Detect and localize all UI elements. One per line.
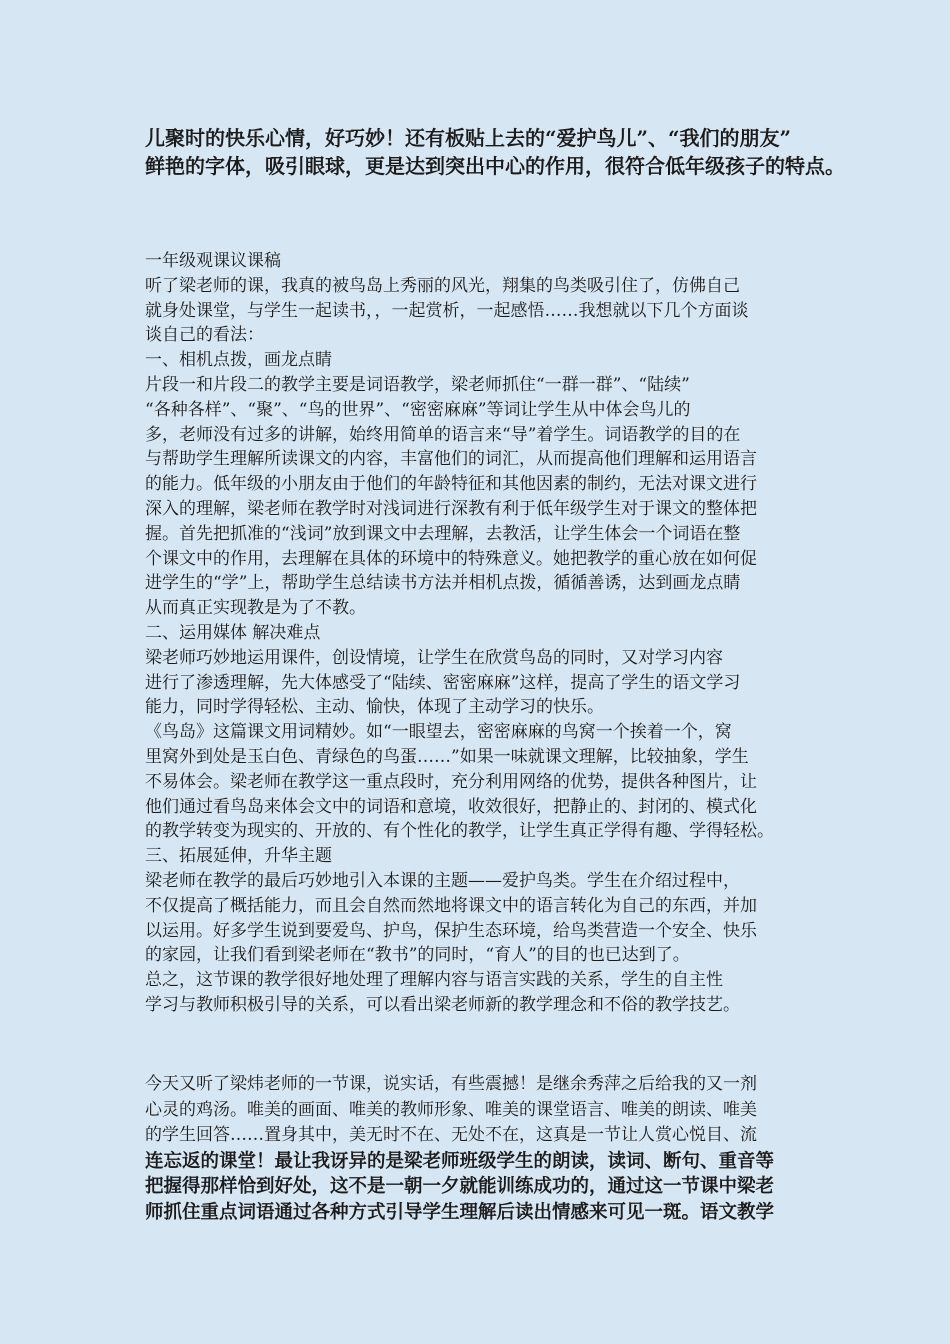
text-line: 不仅提高了概括能力，而且会自然而然地将课文中的语言转化为自己的东西，并加 <box>145 895 757 916</box>
text-line: 个课文中的作用，去理解在具体的环境中的特殊意义。她把教学的重心放在如何促 <box>145 548 757 569</box>
text-line: 的能力。低年级的小朋友由于他们的年龄特征和其他因素的制约，无法对课文进行 <box>145 474 757 495</box>
text-line: 总之，这节课的教学很好地处理了理解内容与语言实践的关系，学生的自主性 <box>145 970 723 991</box>
text-line: 片段一和片段二的教学主要是词语教学，梁老师抓住“一群一群”、“陆续” <box>145 374 690 395</box>
text-line: 梁老师在教学的最后巧妙地引入本课的主题——爱护鸟类。学生在介绍过程中， <box>145 870 740 891</box>
reflection-paragraph <box>145 1072 817 1225</box>
text-line: 儿聚时的快乐心情，好巧妙！还有板贴上去的“爱护鸟儿”、“我们的朋友” <box>145 126 792 150</box>
text-line: 深入的理解，梁老师在教学时对浅词进行深教有利于低年级学生对于课文的整体把 <box>145 498 757 519</box>
text-line: 谈自己的看法： <box>145 325 264 346</box>
text-line: 学习与教师积极引导的关系，可以看出梁老师新的教学理念和不俗的教学技艺。 <box>145 994 740 1015</box>
text-line: 多，老师没有过多的讲解，始终用简单的语言来“导”着学生。词语教学的目的在 <box>145 424 741 445</box>
subheading: 三、拓展延伸，升华主题 <box>145 846 332 867</box>
text-line: 能力，同时学得轻松、主动、愉快，体现了主动学习的快乐。 <box>145 697 604 718</box>
text-line: 不易体会。梁老师在教学这一重点段时，充分利用网络的优势，提供各种图片，让 <box>145 771 757 792</box>
lesson-review-section <box>145 249 817 1018</box>
text-line: 把握得那样恰到好处，这不是一朝一夕就能训练成功的，通过这一节课中梁老 <box>145 1176 775 1197</box>
text-line: 鲜艳的字体，吸引眼球，更是达到突出中心的作用，很符合低年级孩子的特点。 <box>145 154 845 178</box>
text-line: 里窝外到处是玉白色、青绿色的鸟蛋……”如果一味就课文理解，比较抽象，学生 <box>145 746 749 767</box>
text-line: 《鸟岛》这篇课文用词精妙。如“一眼望去，密密麻麻的鸟窝一个挨着一个，窝 <box>145 722 732 743</box>
paragraph-continued <box>145 124 845 180</box>
section-title: 一年级观课议课稿 <box>145 251 281 271</box>
text-line: 进行了渗透理解，先大体感受了“陆续、密密麻麻”这样，提高了学生的语文学习 <box>145 672 741 693</box>
text-line: 的教学转变为现实的、开放的、有个性化的教学，让学生真正学得有趣、学得轻松。 <box>145 821 774 842</box>
text-line: 就身处课堂，与学生一起读书，，一起赏析，一起感悟……我想就以下几个方面谈 <box>145 300 749 321</box>
text-line: 连忘返的课堂！最让我讶异的是梁老师班级学生的朗读，读词、断句、重音等 <box>145 1150 775 1172</box>
text-line: 心灵的鸡汤。唯美的画面、唯美的教师形象、唯美的课堂语言、唯美的朗读、唯美 <box>145 1099 757 1120</box>
text-line: 听了梁老师的课，我真的被鸟岛上秀丽的风光，翔集的鸟类吸引住了，仿佛自己 <box>145 275 740 296</box>
subheading: 二、运用媒体 解决难点 <box>145 622 321 643</box>
subheading: 一、相机点拨，画龙点睛 <box>145 350 332 371</box>
text-line: “各种各样”、“聚”、“鸟的世界”、“密密麻麻”等词让学生从中体会鸟儿的 <box>145 399 691 420</box>
text-line: 与帮助学生理解所读课文的内容，丰富他们的词汇，从而提高他们理解和运用语言 <box>145 449 757 470</box>
text-line: 的学生回答……置身其中，美无时不在、无处不在，这真是一节让人赏心悦目、流 <box>145 1125 757 1145</box>
text-line: 今天又听了梁炜老师的一节课，说实话，有些震撼！是继余秀萍之后给我的又一剂 <box>145 1074 757 1094</box>
text-line: 握。首先把抓准的“浅词”放到课文中去理解，去教活，让学生体会一个词语在整 <box>145 523 741 544</box>
text-line: 师抓住重点词语通过各种方式引导学生理解后读出情感来可见一斑。语文教学 <box>145 1201 775 1223</box>
text-line: 以运用。好多学生说到要爱鸟、护鸟，保护生态环境，给鸟类营造一个安全、快乐 <box>145 920 757 941</box>
text-line: 梁老师巧妙地运用课件，创设情境，让学生在欣赏鸟岛的同时，又对学习内容 <box>145 647 723 668</box>
text-line: 从而真正实现教是为了不教。 <box>145 598 366 619</box>
text-line: 进学生的“学”上，帮助学生总结读书方法并相机点拨，循循善诱，达到画龙点睛 <box>145 573 741 594</box>
text-line: 的家园，让我们看到梁老师在“教书”的同时，“育人”的目的也已达到了。 <box>145 945 690 966</box>
text-line: 他们通过看鸟岛来体会文中的词语和意境，收效很好，把静止的、封闭的、模式化 <box>145 796 757 817</box>
